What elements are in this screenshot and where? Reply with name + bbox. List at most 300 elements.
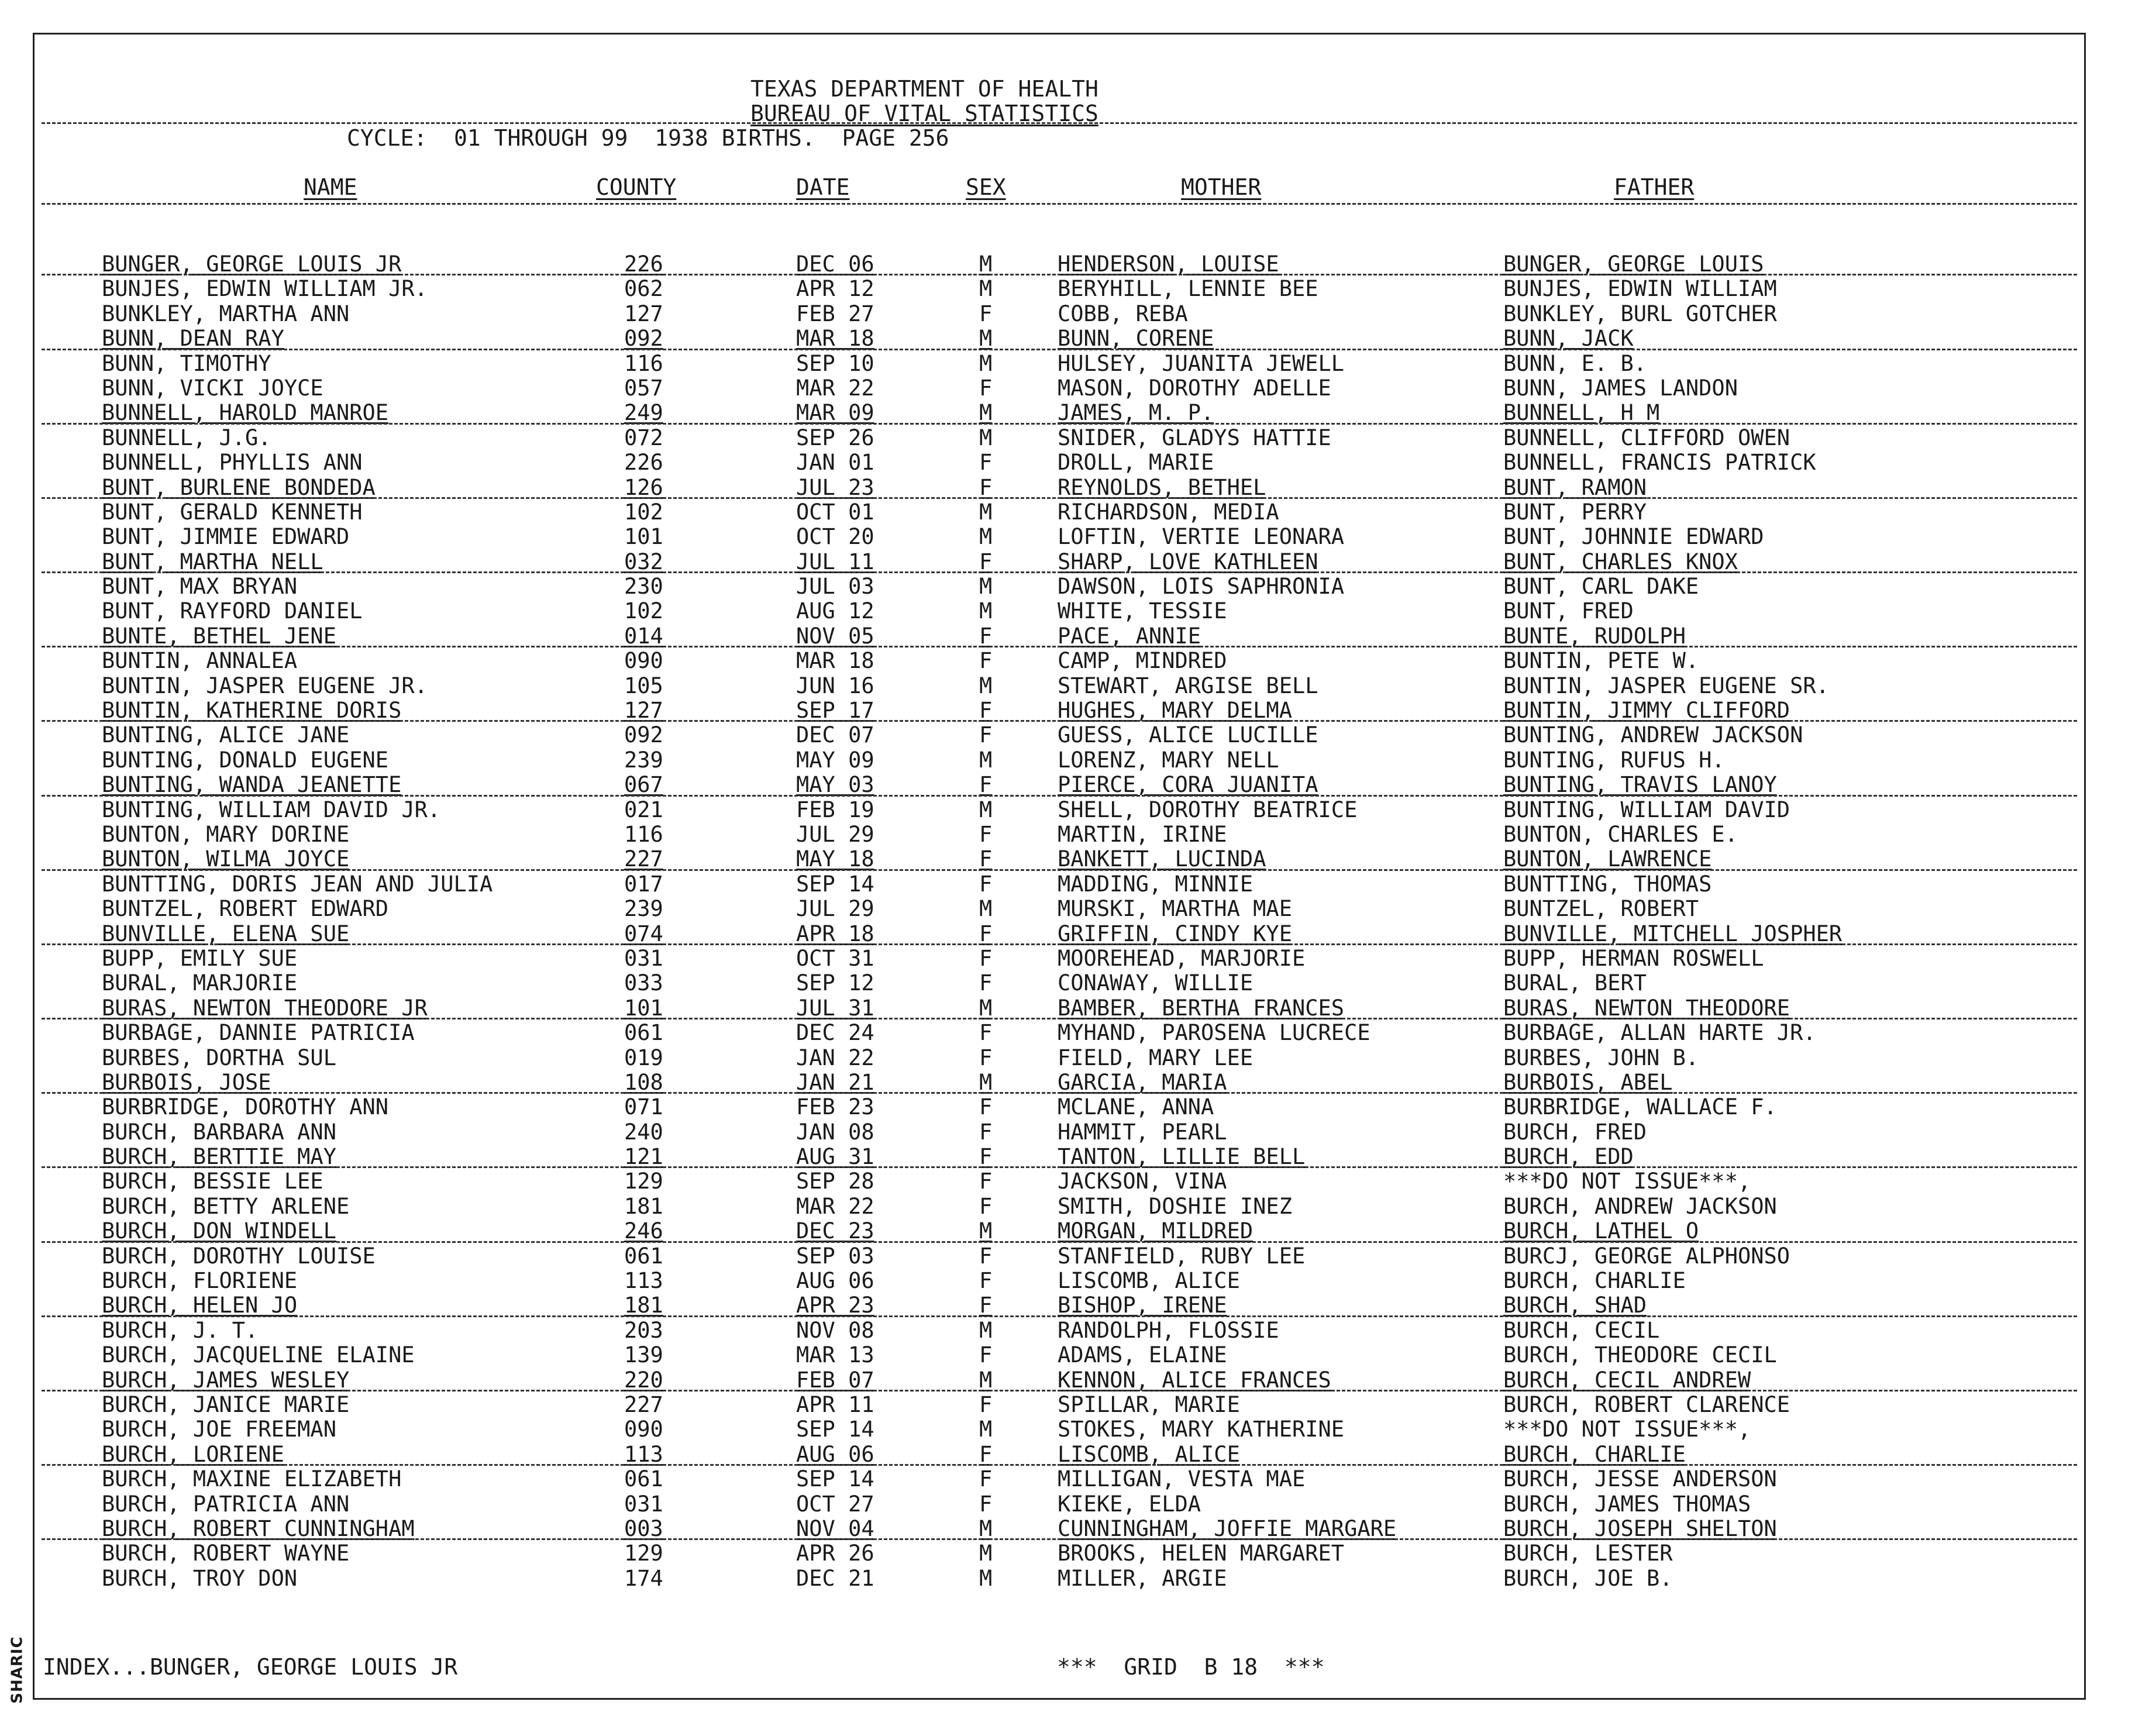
record-father: BUNT, CHARLES KNOX [1503, 549, 1738, 574]
record-mother: SHELL, DOROTHY BEATRICE [1058, 797, 1358, 822]
record-sex: F [979, 1144, 993, 1170]
record-county: 092 [624, 326, 663, 352]
record-date: MAR 18 [796, 648, 874, 674]
record-county: 017 [624, 871, 663, 897]
record-sex: M [979, 1317, 993, 1343]
record-sex: F [979, 474, 993, 500]
record-county: 102 [624, 499, 663, 525]
record-date: FEB 27 [796, 301, 874, 326]
index-sheet [33, 33, 2086, 1700]
record-row [35, 1219, 2084, 1244]
record-name: BURCH, BARBARA ANN [102, 1119, 336, 1145]
col-head-date: DATE [796, 174, 850, 200]
record-name: BUNT, MAX BRYAN [102, 574, 298, 600]
record-row [35, 1517, 2084, 1541]
record-county: 174 [624, 1565, 663, 1591]
record-name: BUNN, TIMOTHY [102, 350, 271, 376]
record-mother: MILLIGAN, VESTA MAE [1058, 1466, 1306, 1492]
record-row [35, 1169, 2084, 1194]
record-name: BURCH, JANICE MARIE [102, 1391, 350, 1417]
record-father: BUNTIN, JASPER EUGENE SR. [1503, 673, 1829, 698]
record-row [35, 1194, 2084, 1219]
record-date: AUG 12 [796, 598, 874, 624]
record-row [35, 798, 2084, 822]
record-date: APR 23 [796, 1293, 874, 1318]
record-county: 249 [624, 400, 663, 426]
record-date: FEB 19 [796, 797, 874, 822]
record-row [35, 376, 2084, 401]
record-father: BURCH, EDD [1503, 1144, 1634, 1170]
record-row [35, 1244, 2084, 1269]
record-sex: F [979, 1466, 993, 1492]
record-name: BURCH, TROY DON [102, 1565, 298, 1591]
record-row [35, 574, 2084, 599]
record-father: BUNGER, GEORGE LOUIS [1503, 252, 1764, 277]
record-father: BURBES, JOHN B. [1503, 1045, 1699, 1070]
record-name: BUNTE, BETHEL JENE [102, 623, 336, 649]
record-county: 227 [624, 846, 663, 872]
record-sex: F [979, 549, 993, 574]
record-sex: M [979, 896, 993, 922]
record-date: JUL 31 [796, 995, 874, 1021]
record-name: BUNT, RAYFORD DANIEL [102, 598, 363, 624]
record-date: MAR 09 [796, 400, 874, 426]
record-date: SEP 26 [796, 425, 874, 450]
record-county: 116 [624, 821, 663, 847]
record-row [35, 1417, 2084, 1442]
record-father: BURCH, SHAD [1503, 1293, 1647, 1318]
record-father: BURCH, CECIL ANDREW [1503, 1367, 1751, 1393]
record-mother: MADDING, MINNIE [1058, 871, 1253, 897]
record-name: BUNT, BURLENE BONDEDA [102, 474, 376, 500]
footer-grid: *** GRID B 18 *** [1057, 1654, 1325, 1680]
record-name: BUNN, VICKI JOYCE [102, 375, 323, 401]
record-county: 240 [624, 1119, 663, 1145]
record-father: BUNT, JOHNNIE EDWARD [1503, 524, 1764, 550]
record-date: SEP 10 [796, 350, 874, 376]
record-date: DEC 23 [796, 1218, 874, 1244]
record-county: 071 [624, 1094, 663, 1120]
record-mother: CUNNINGHAM, JOFFIE MARGARE [1058, 1515, 1397, 1541]
record-county: 239 [624, 747, 663, 773]
record-row [35, 401, 2084, 425]
record-father: BUNNELL, FRANCIS PATRICK [1503, 450, 1816, 476]
record-date: MAR 22 [796, 375, 874, 401]
record-row [35, 252, 2084, 277]
record-county: 090 [624, 648, 663, 674]
record-sex: M [979, 499, 993, 525]
record-mother: MARTIN, IRINE [1058, 821, 1227, 847]
record-sex: M [979, 276, 993, 302]
record-mother: BUNN, CORENE [1058, 326, 1214, 352]
record-date: JUL 03 [796, 574, 874, 600]
record-mother: REYNOLDS, BETHEL [1058, 474, 1266, 500]
record-father: ***DO NOT ISSUE***, [1503, 1169, 1751, 1194]
record-father: BURAS, NEWTON THEODORE [1503, 995, 1790, 1021]
record-sex: M [979, 1218, 993, 1244]
record-father: BURCH, CHARLIE [1503, 1268, 1686, 1294]
record-row [35, 1492, 2084, 1517]
record-sex: F [979, 772, 993, 798]
record-county: 003 [624, 1515, 663, 1541]
record-sex: M [979, 1541, 993, 1566]
record-date: APR 11 [796, 1391, 874, 1417]
record-father: BUNT, PERRY [1503, 499, 1647, 525]
record-county: 101 [624, 995, 663, 1021]
bureau-title: BUREAU OF VITAL STATISTICS [750, 101, 1098, 126]
record-row [35, 773, 2084, 797]
record-sex: M [979, 252, 993, 277]
record-row [35, 897, 2084, 921]
record-mother: GRIFFIN, CINDY KYE [1058, 921, 1292, 946]
record-mother: LORENZ, MARY NELL [1058, 747, 1279, 773]
record-date: JAN 01 [796, 450, 874, 476]
record-name: BUNTING, DONALD EUGENE [102, 747, 389, 773]
record-name: BUNVILLE, ELENA SUE [102, 921, 350, 946]
record-name: BUNNELL, J.G. [102, 425, 271, 450]
record-county: 061 [624, 1243, 663, 1269]
record-sex: F [979, 821, 993, 847]
record-sex: M [979, 400, 993, 426]
record-mother: DROLL, MARIE [1058, 450, 1214, 476]
record-date: MAR 22 [796, 1193, 874, 1219]
record-sex: F [979, 945, 993, 971]
record-date: MAY 09 [796, 747, 874, 773]
record-date: JUN 16 [796, 673, 874, 698]
record-county: 227 [624, 1391, 663, 1417]
record-county: 126 [624, 474, 663, 500]
record-date: OCT 27 [796, 1491, 874, 1517]
record-date: APR 18 [796, 921, 874, 946]
record-name: BURCH, J. T. [102, 1317, 259, 1343]
record-sex: F [979, 1491, 993, 1517]
record-county: 090 [624, 1417, 663, 1442]
record-sex: M [979, 747, 993, 773]
record-father: BURCH, LESTER [1503, 1541, 1673, 1566]
record-row [35, 1318, 2084, 1343]
record-name: BURCH, DON WINDELL [102, 1218, 336, 1244]
record-row [35, 1120, 2084, 1145]
record-row [35, 550, 2084, 574]
record-date: FEB 07 [796, 1367, 874, 1393]
record-mother: BROOKS, HELEN MARGARET [1058, 1541, 1345, 1566]
record-county: 031 [624, 1491, 663, 1517]
record-county: 139 [624, 1342, 663, 1368]
record-father: BUPP, HERMAN ROSWELL [1503, 945, 1764, 971]
record-sex: F [979, 846, 993, 872]
record-sex: M [979, 797, 993, 822]
record-mother: PIERCE, CORA JUANITA [1058, 772, 1318, 798]
record-row [35, 971, 2084, 996]
record-mother: ADAMS, ELAINE [1058, 1342, 1227, 1368]
record-name: BURAS, NEWTON THEODORE JR [102, 995, 428, 1021]
record-mother: BISHOP, IRENE [1058, 1293, 1227, 1318]
record-date: SEP 14 [796, 1417, 874, 1442]
record-name: BURCH, BERTTIE MAY [102, 1144, 336, 1170]
record-father: BUNNELL, CLIFFORD OWEN [1503, 425, 1790, 450]
record-row [35, 1541, 2084, 1566]
record-mother: WHITE, TESSIE [1058, 598, 1227, 624]
record-sex: F [979, 722, 993, 748]
record-mother: HUGHES, MARY DELMA [1058, 698, 1292, 724]
record-row [35, 1566, 2084, 1591]
record-county: 113 [624, 1441, 663, 1467]
record-county: 019 [624, 1045, 663, 1070]
record-date: JAN 21 [796, 1069, 874, 1095]
record-mother: JACKSON, VINA [1058, 1169, 1227, 1194]
record-father: BUNTE, RUDOLPH [1503, 623, 1686, 649]
record-name: BURAL, MARJORIE [102, 970, 298, 996]
record-county: 032 [624, 549, 663, 574]
record-father: BUNTZEL, ROBERT [1503, 896, 1699, 922]
record-date: DEC 06 [796, 252, 874, 277]
record-row [35, 1368, 2084, 1393]
record-name: BUNTING, WILLIAM DAVID JR. [102, 797, 441, 822]
record-father: BURCH, JAMES THOMAS [1503, 1491, 1751, 1517]
record-row [35, 1269, 2084, 1293]
record-date: JAN 08 [796, 1119, 874, 1145]
record-row [35, 302, 2084, 326]
record-county: 129 [624, 1169, 663, 1194]
record-mother: MCLANE, ANNA [1058, 1094, 1214, 1120]
record-row [35, 649, 2084, 673]
record-county: 230 [624, 574, 663, 600]
record-date: SEP 17 [796, 698, 874, 724]
record-sex: F [979, 970, 993, 996]
record-county: 101 [624, 524, 663, 550]
record-date: MAR 13 [796, 1342, 874, 1368]
record-sex: M [979, 598, 993, 624]
record-mother: KIEKE, ELDA [1058, 1491, 1201, 1517]
record-father: BUNN, JAMES LANDON [1503, 375, 1738, 401]
record-county: 033 [624, 970, 663, 996]
record-father: BUNTON, CHARLES E. [1503, 821, 1738, 847]
record-sex: F [979, 1268, 993, 1294]
record-date: MAY 03 [796, 772, 874, 798]
record-mother: RICHARDSON, MEDIA [1058, 499, 1279, 525]
record-county: 226 [624, 252, 663, 277]
record-father: BURCH, JOSEPH SHELTON [1503, 1515, 1777, 1541]
record-county: 105 [624, 673, 663, 698]
record-father: BUNN, E. B. [1503, 350, 1647, 376]
record-mother: LISCOMB, ALICE [1058, 1441, 1240, 1467]
record-date: OCT 31 [796, 945, 874, 971]
record-date: MAY 18 [796, 846, 874, 872]
record-row [35, 1095, 2084, 1120]
record-father: BUNTON, LAWRENCE [1503, 846, 1712, 872]
record-name: BURCH, BETTY ARLENE [102, 1193, 350, 1219]
record-date: SEP 12 [796, 970, 874, 996]
record-sex: F [979, 1293, 993, 1318]
record-county: 226 [624, 450, 663, 476]
record-sex: M [979, 1367, 993, 1393]
record-date: NOV 05 [796, 623, 874, 649]
record-father: BUNTTING, THOMAS [1503, 871, 1712, 897]
record-county: 181 [624, 1193, 663, 1219]
record-sex: M [979, 1069, 993, 1095]
record-county: 092 [624, 722, 663, 748]
record-county: 061 [624, 1020, 663, 1046]
record-mother: BANKETT, LUCINDA [1058, 846, 1266, 872]
record-mother: RANDOLPH, FLOSSIE [1058, 1317, 1279, 1343]
record-mother: MASON, DOROTHY ADELLE [1058, 375, 1331, 401]
agency-title: TEXAS DEPARTMENT OF HEALTH [750, 76, 1098, 102]
record-county: 074 [624, 921, 663, 946]
record-name: BURCH, ROBERT CUNNINGHAM [102, 1515, 415, 1541]
record-mother: SHARP, LOVE KATHLEEN [1058, 549, 1318, 574]
record-county: 061 [624, 1466, 663, 1492]
record-father: BUNT, RAMON [1503, 474, 1647, 500]
records-list [35, 252, 2084, 1591]
record-sex: M [979, 673, 993, 698]
record-father: BUNVILLE, MITCHELL JOSPHER [1503, 921, 1843, 946]
record-mother: MOOREHEAD, MARJORIE [1058, 945, 1306, 971]
record-mother: COBB, REBA [1058, 301, 1188, 326]
record-row [35, 500, 2084, 525]
record-name: BURBAGE, DANNIE PATRICIA [102, 1020, 415, 1046]
record-mother: STOKES, MARY KATHERINE [1058, 1417, 1345, 1442]
record-sex: F [979, 1169, 993, 1194]
record-date: JUL 29 [796, 896, 874, 922]
record-county: 102 [624, 598, 663, 624]
record-mother: HENDERSON, LOUISE [1058, 252, 1279, 277]
record-father: BURCH, ROBERT CLARENCE [1503, 1391, 1790, 1417]
record-name: BURCH, BESSIE LEE [102, 1169, 323, 1194]
record-date: SEP 03 [796, 1243, 874, 1269]
record-mother: SPILLAR, MARIE [1058, 1391, 1240, 1417]
record-row [35, 1046, 2084, 1070]
record-name: BUNT, MARTHA NELL [102, 549, 323, 574]
record-sex: M [979, 574, 993, 600]
record-row [35, 352, 2084, 376]
record-sex: F [979, 648, 993, 674]
record-county: 203 [624, 1317, 663, 1343]
record-mother: JAMES, M. P. [1058, 400, 1214, 426]
record-father: BUNT, CARL DAKE [1503, 574, 1699, 600]
record-name: BUNTIN, KATHERINE DORIS [102, 698, 402, 724]
record-mother: MILLER, ARGIE [1058, 1565, 1227, 1591]
record-row [35, 922, 2084, 946]
record-name: BURCH, DOROTHY LOUISE [102, 1243, 376, 1269]
header-rule-top [42, 122, 2077, 124]
record-county: 121 [624, 1144, 663, 1170]
record-name: BURCH, MAXINE ELIZABETH [102, 1466, 402, 1492]
record-name: BUNT, JIMMIE EDWARD [102, 524, 350, 550]
record-father: BUNT, FRED [1503, 598, 1634, 624]
record-sex: M [979, 524, 993, 550]
record-mother: DAWSON, LOIS SAPHRONIA [1058, 574, 1345, 600]
record-sex: F [979, 1193, 993, 1219]
record-county: 072 [624, 425, 663, 450]
record-county: 031 [624, 945, 663, 971]
record-mother: BERYHILL, LENNIE BEE [1058, 276, 1318, 302]
record-mother: BAMBER, BERTHA FRANCES [1058, 995, 1345, 1021]
record-name: BUNGER, GEORGE LOUIS JR [102, 252, 402, 277]
record-sex: M [979, 326, 993, 352]
record-mother: GARCIA, MARIA [1058, 1069, 1227, 1095]
record-name: BURCH, FLORIENE [102, 1268, 298, 1294]
record-row [35, 1442, 2084, 1467]
record-father: BURCH, LATHEL O [1503, 1218, 1699, 1244]
record-sex: F [979, 623, 993, 649]
record-sex: F [979, 301, 993, 326]
record-name: BUNTON, MARY DORINE [102, 821, 350, 847]
record-name: BURCH, PATRICIA ANN [102, 1491, 350, 1517]
record-county: 129 [624, 1541, 663, 1566]
record-row [35, 450, 2084, 475]
record-sex: M [979, 1515, 993, 1541]
record-name: BUNJES, EDWIN WILLIAM JR. [102, 276, 428, 302]
record-mother: MURSKI, MARTHA MAE [1058, 896, 1292, 922]
record-date: DEC 24 [796, 1020, 874, 1046]
record-father: BUNNELL, H M [1503, 400, 1660, 426]
record-date: SEP 14 [796, 1466, 874, 1492]
record-father: ***DO NOT ISSUE***, [1503, 1417, 1751, 1442]
record-county: 057 [624, 375, 663, 401]
record-date: JUL 23 [796, 474, 874, 500]
record-father: BURBOIS, ABEL [1503, 1069, 1673, 1095]
footer-index: INDEX...BUNGER, GEORGE LOUIS JR [43, 1654, 458, 1680]
record-father: BURBRIDGE, WALLACE F. [1503, 1094, 1777, 1120]
col-head-county: COUNTY [596, 174, 677, 200]
record-name: BURCH, JOE FREEMAN [102, 1417, 336, 1442]
record-name: BURCH, ROBERT WAYNE [102, 1541, 350, 1566]
record-sex: M [979, 425, 993, 450]
record-row [35, 1021, 2084, 1045]
record-sex: M [979, 1417, 993, 1442]
record-father: BUNTING, TRAVIS LANOY [1503, 772, 1777, 798]
record-date: JAN 22 [796, 1045, 874, 1070]
record-father: BUNTING, ANDREW JACKSON [1503, 722, 1803, 748]
record-name: BUNTTING, DORIS JEAN AND JULIA [102, 871, 493, 897]
record-row [35, 674, 2084, 698]
record-date: FEB 23 [796, 1094, 874, 1120]
record-row [35, 872, 2084, 897]
record-father: BURCH, THEODORE CECIL [1503, 1342, 1777, 1368]
record-name: BURBRIDGE, DOROTHY ANN [102, 1094, 389, 1120]
record-mother: HULSEY, JUANITA JEWELL [1058, 350, 1345, 376]
record-mother: MORGAN, MILDRED [1058, 1218, 1253, 1244]
record-date: AUG 06 [796, 1268, 874, 1294]
record-sex: M [979, 350, 993, 376]
record-sex: F [979, 450, 993, 476]
record-county: 021 [624, 797, 663, 822]
side-stamp-label: SHARIC [8, 1636, 26, 1704]
record-father: BURCH, CECIL [1503, 1317, 1660, 1343]
record-sex: M [979, 1565, 993, 1591]
record-date: APR 12 [796, 276, 874, 302]
record-name: BUNTON, WILMA JOYCE [102, 846, 350, 872]
record-county: 181 [624, 1293, 663, 1318]
record-row [35, 624, 2084, 649]
record-county: 246 [624, 1218, 663, 1244]
record-row [35, 525, 2084, 549]
record-sex: F [979, 1045, 993, 1070]
record-mother: STANFIELD, RUBY LEE [1058, 1243, 1306, 1269]
record-date: JUL 29 [796, 821, 874, 847]
record-date: SEP 14 [796, 871, 874, 897]
record-date: AUG 06 [796, 1441, 874, 1467]
record-mother: LISCOMB, ALICE [1058, 1268, 1240, 1294]
record-name: BUNTING, WANDA JEANETTE [102, 772, 402, 798]
side-stamp [4, 1638, 27, 1702]
record-name: BURCH, JAMES WESLEY [102, 1367, 350, 1393]
record-father: BUNN, JACK [1503, 326, 1634, 352]
record-name: BURCH, JACQUELINE ELAINE [102, 1342, 415, 1368]
record-father: BURCH, JESSE ANDERSON [1503, 1466, 1777, 1492]
record-sex: F [979, 1391, 993, 1417]
record-row [35, 1293, 2084, 1318]
